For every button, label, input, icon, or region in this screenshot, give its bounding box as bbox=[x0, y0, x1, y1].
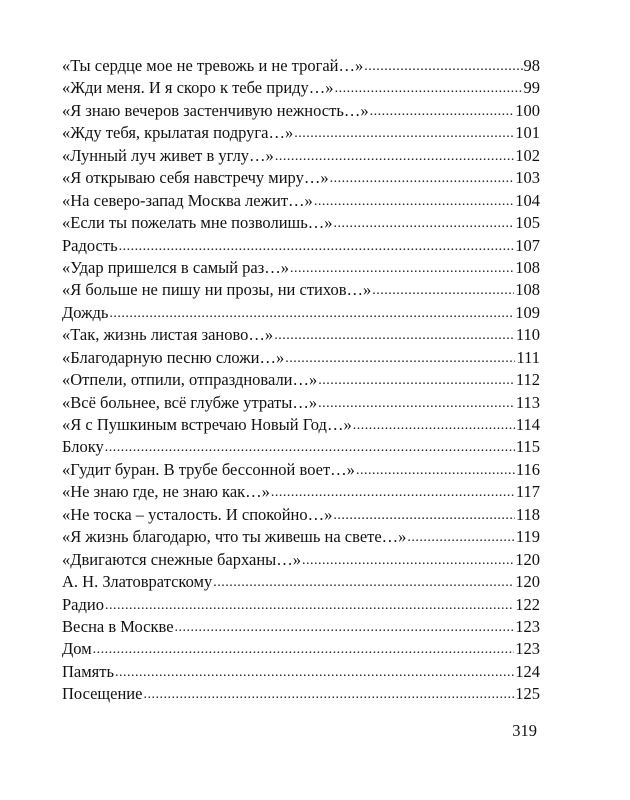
toc-entry-title: «Не знаю где, не знаю как…» bbox=[62, 482, 270, 502]
toc-entry-title: «Всё больнее, всё глубже утраты…» bbox=[62, 392, 318, 412]
toc-entry-title: Радио bbox=[62, 594, 104, 614]
toc-entry-page: 120 bbox=[515, 572, 540, 592]
toc-entry-title: «Я больше не пишу ни прозы, ни стихов…» bbox=[62, 280, 372, 300]
toc-entry-page: 120 bbox=[515, 549, 540, 569]
dot-leader bbox=[334, 211, 515, 235]
toc-entry-page: 100 bbox=[515, 100, 540, 120]
toc-entry-page: 112 bbox=[515, 370, 540, 390]
toc-entry bbox=[62, 481, 540, 503]
dot-leader bbox=[275, 144, 514, 168]
toc-entry bbox=[62, 77, 540, 99]
dot-leader bbox=[333, 503, 514, 527]
dot-leader bbox=[290, 256, 514, 280]
toc-entry bbox=[62, 526, 540, 548]
dot-leader bbox=[318, 368, 515, 392]
toc-entry-page: 113 bbox=[515, 392, 540, 412]
toc-entry-page: 118 bbox=[515, 504, 540, 524]
toc-entry bbox=[62, 347, 540, 369]
toc-entry bbox=[62, 392, 540, 414]
toc-entry bbox=[62, 549, 540, 571]
dot-leader bbox=[356, 458, 515, 482]
toc-entry bbox=[62, 369, 540, 391]
dot-leader bbox=[318, 391, 515, 415]
dot-leader bbox=[314, 189, 514, 213]
toc-entry-page: 102 bbox=[515, 145, 540, 165]
toc-entry-title: «Жду тебя, крылатая подруга…» bbox=[62, 123, 294, 143]
dot-leader bbox=[115, 660, 514, 684]
dot-leader bbox=[213, 570, 514, 594]
toc-entry bbox=[62, 100, 540, 122]
dot-leader bbox=[372, 278, 514, 302]
dot-leader bbox=[302, 548, 514, 572]
toc-entry-title: «Лунный луч живет в углу…» bbox=[62, 145, 274, 165]
toc-entry-page: 124 bbox=[515, 661, 540, 681]
toc-entry-page: 123 bbox=[515, 616, 540, 636]
toc-entry-page: 115 bbox=[515, 437, 540, 457]
dot-leader bbox=[353, 413, 515, 437]
toc-entry bbox=[62, 55, 540, 77]
dot-leader bbox=[105, 593, 514, 617]
toc-entry-title: Радость bbox=[62, 235, 118, 255]
toc-entry-page: 119 bbox=[515, 527, 540, 547]
toc-entry bbox=[62, 167, 540, 189]
toc-entry-title: «Благодарную песню сложи…» bbox=[62, 347, 285, 367]
dot-leader bbox=[105, 435, 515, 459]
toc-entry bbox=[62, 504, 540, 526]
toc-entry bbox=[62, 324, 540, 346]
toc-entry-page: 108 bbox=[515, 257, 540, 277]
toc-entry-page: 114 bbox=[515, 415, 540, 434]
dot-leader bbox=[93, 637, 515, 661]
toc-entry bbox=[62, 638, 540, 660]
dot-leader bbox=[294, 121, 514, 145]
toc-entry-title: «Я знаю вечеров застенчивую нежность…» bbox=[62, 100, 369, 120]
dot-leader bbox=[143, 682, 514, 706]
dot-leader bbox=[370, 99, 515, 123]
toc-entry-page: 111 bbox=[516, 347, 540, 367]
toc-entry-title: «Не тоска – усталость. И спокойно…» bbox=[62, 504, 333, 524]
toc-entry-title: Весна в Москве bbox=[62, 616, 174, 636]
toc-entry bbox=[62, 190, 540, 212]
toc-entry bbox=[62, 212, 540, 234]
toc-entry-title: «Удар пришелся в самый раз…» bbox=[62, 257, 290, 277]
toc-entry bbox=[62, 594, 540, 616]
page-number: 319 bbox=[512, 721, 537, 740]
toc-entry bbox=[62, 616, 540, 638]
toc-entry-page: 125 bbox=[515, 684, 540, 704]
toc-entry-title: «Я открываю себя навстречу миру…» bbox=[62, 168, 329, 188]
toc-entry bbox=[62, 571, 540, 593]
toc-entry-page: 117 bbox=[515, 482, 540, 502]
toc-entry-page: 101 bbox=[515, 123, 540, 143]
toc-entry-page: 109 bbox=[515, 302, 540, 322]
toc-entry bbox=[62, 459, 540, 481]
dot-leader bbox=[364, 54, 522, 78]
toc-entry-title: Память bbox=[62, 661, 115, 681]
toc-entry-page: 123 bbox=[515, 639, 540, 659]
dot-leader bbox=[175, 615, 515, 639]
toc-entry bbox=[62, 145, 540, 167]
toc-entry bbox=[62, 257, 540, 279]
dot-leader bbox=[119, 234, 515, 258]
toc-entry-title: «Жди меня. И я скоро к тебе приду…» bbox=[62, 78, 334, 98]
toc-entry-title: «Если ты пожелать мне позволишь…» bbox=[62, 213, 333, 233]
table-of-contents bbox=[62, 55, 540, 706]
toc-entry-title: «Так, жизнь листая заново…» bbox=[62, 325, 274, 345]
toc-entry-page: 108 bbox=[515, 280, 540, 300]
toc-entry bbox=[62, 436, 540, 458]
toc-entry-page: 122 bbox=[515, 594, 540, 614]
toc-entry-page: 110 bbox=[515, 325, 540, 345]
toc-entry-title: «Ты сердце мое не тревожь и не трогай…» bbox=[62, 56, 364, 75]
toc-entry-page: 99 bbox=[523, 78, 540, 98]
toc-entry-page: 98 bbox=[523, 56, 540, 75]
dot-leader bbox=[330, 166, 515, 190]
toc-entry bbox=[62, 279, 540, 301]
dot-leader bbox=[335, 76, 523, 100]
toc-entry bbox=[62, 683, 540, 705]
toc-entry-page: 116 bbox=[515, 459, 540, 479]
toc-entry-title: Блоку bbox=[62, 437, 104, 457]
toc-entry bbox=[62, 302, 540, 324]
toc-entry-title: «Я с Пушкиным встречаю Новый Год…» bbox=[62, 415, 352, 434]
dot-leader bbox=[109, 301, 514, 325]
toc-entry-page: 107 bbox=[515, 235, 540, 255]
toc-entry-title: А. Н. Златовратскому bbox=[62, 572, 213, 592]
toc-entry-title: Посещение bbox=[62, 684, 143, 704]
toc-entry-page: 104 bbox=[515, 190, 540, 210]
dot-leader bbox=[407, 525, 514, 549]
toc-entry-title: Дом bbox=[62, 639, 92, 659]
toc-entry-title: «Отпели, отпили, отпраздновали…» bbox=[62, 370, 318, 390]
toc-entry-title: «Двигаются снежные барханы…» bbox=[62, 549, 302, 569]
toc-entry-title: Дождь bbox=[62, 302, 109, 322]
toc-entry-title: «Гудит буран. В трубе бессонной воет…» bbox=[62, 459, 355, 479]
dot-leader bbox=[274, 323, 515, 347]
toc-entry-page: 105 bbox=[515, 213, 540, 233]
toc-entry-title: «Я жизнь благодарю, что ты живешь на свете…» bbox=[62, 527, 407, 547]
toc-entry bbox=[62, 122, 540, 144]
toc-entry bbox=[62, 235, 540, 257]
toc-entry bbox=[62, 661, 540, 683]
toc-entry-page: 103 bbox=[515, 168, 540, 188]
dot-leader bbox=[271, 480, 515, 504]
toc-entry bbox=[62, 414, 540, 436]
toc-entry-title: «На северо-запад Москва лежит…» bbox=[62, 190, 313, 210]
dot-leader bbox=[285, 346, 515, 370]
